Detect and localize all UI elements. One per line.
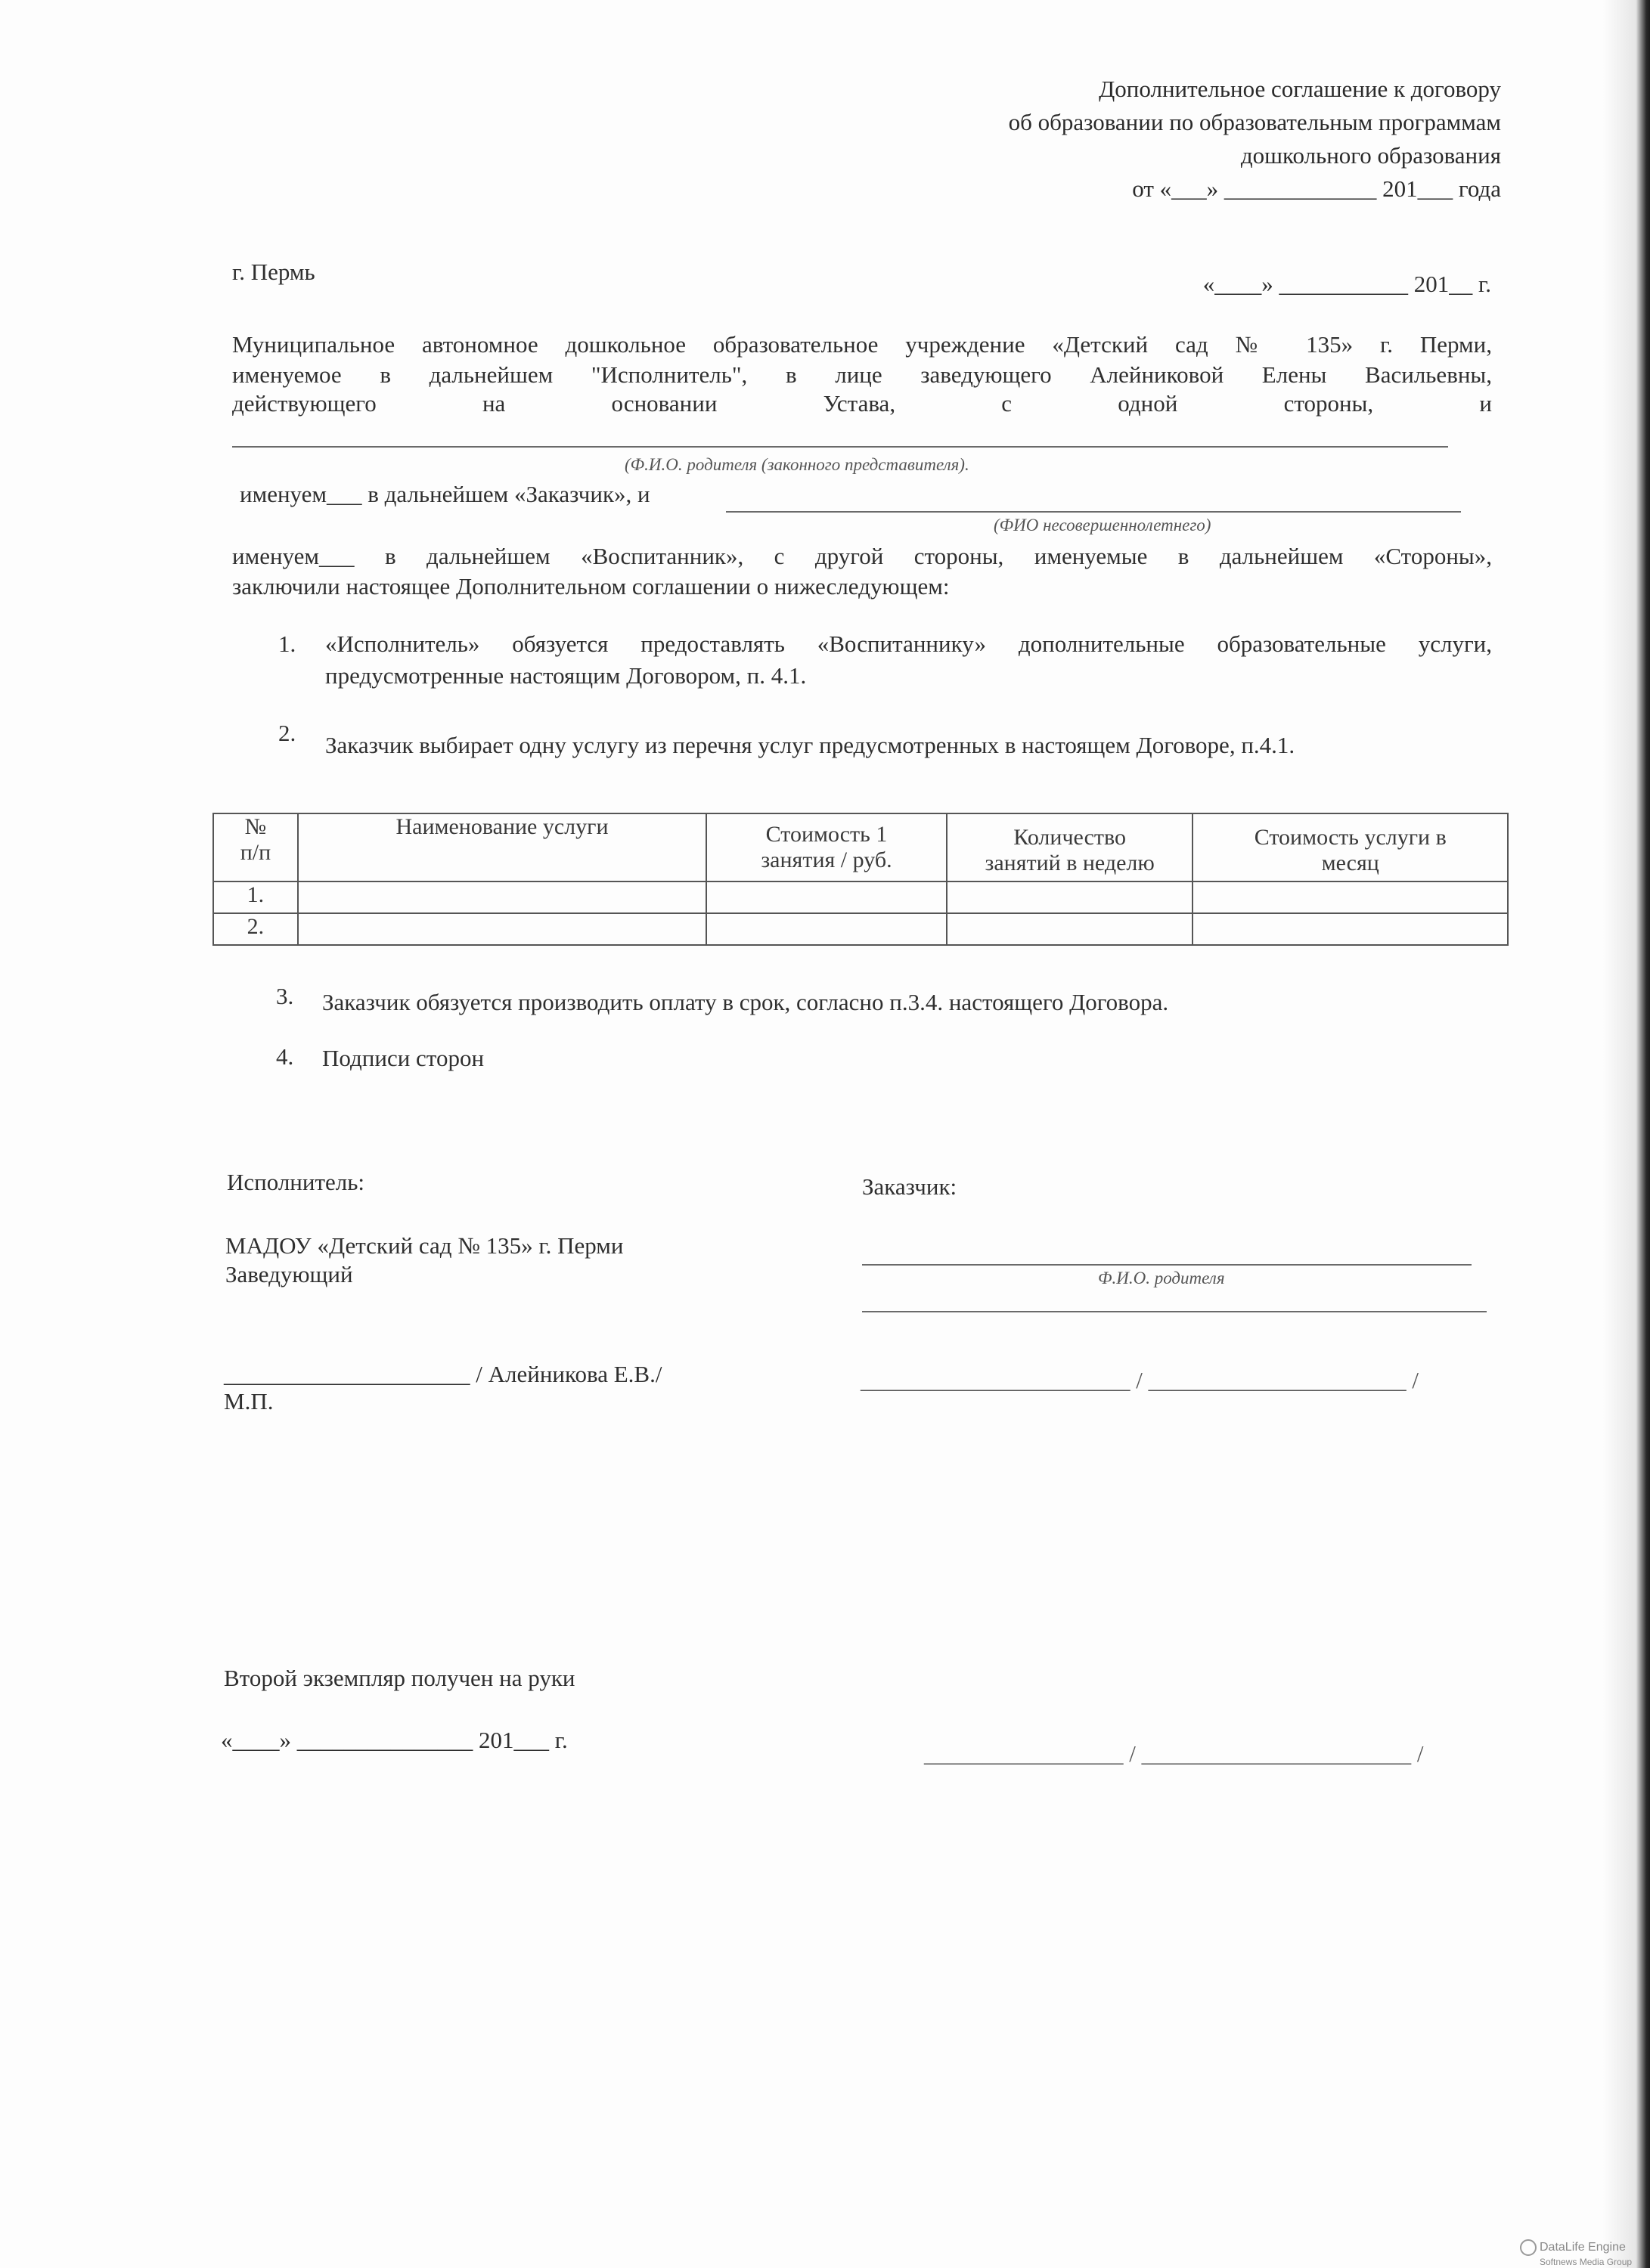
customer-name-line [862, 1264, 1472, 1266]
table-cell [1193, 913, 1508, 945]
item-1-line-1: «Исполнитель» обязуется предоставлять «Воспитаннику» дополнительные образовательные услуги, [325, 631, 1492, 657]
intro-line-3 [232, 389, 1492, 419]
table-cell [298, 881, 706, 913]
intro-line-1: Муниципальное автономное дошкольное образовательное учреждение «Детский сад № 135» г. Перми, [232, 331, 1492, 358]
scan-edge [1603, 0, 1650, 2268]
table-cell [947, 881, 1193, 913]
word: одной [1118, 390, 1178, 417]
row-number: 1. [213, 881, 298, 913]
second-copy-received: Второй экземпляр получен на руки [224, 1665, 575, 1691]
header-text: Наименование услуги [395, 814, 609, 839]
table-row [213, 913, 1508, 945]
header-text: месяц [1321, 850, 1379, 875]
watermark [1520, 2239, 1632, 2268]
word: действующего [232, 390, 377, 417]
table-header-cell [1193, 813, 1508, 881]
customer-label: Заказчик: [862, 1173, 957, 1200]
customer-caption: Ф.И.О. родителя [1098, 1269, 1225, 1287]
header-date: от «___» _____________ 201___ года [1132, 175, 1501, 202]
header-subtitle: об образовании по образовательным программам [1008, 109, 1501, 135]
contract-date: «____» ___________ 201__ г. [1202, 271, 1491, 297]
executor-signature: _____________________ / Алейникова Е.В./ [224, 1361, 662, 1387]
word: на [482, 390, 506, 417]
pupil-line: именуем___ в дальнейшем «Воспитанник», с другой стороны, именуемые в дальнейшем «Стороны», [232, 543, 1492, 569]
table-header-cell [213, 813, 298, 881]
header-text: занятия / руб. [761, 847, 892, 872]
agreed-line: заключили настоящее Дополнительном соглашении о нижеследующем: [232, 573, 950, 600]
watermark-title: DataLife Engine [1540, 2241, 1626, 2254]
word: основании [611, 390, 718, 417]
intro-line-2: именуемое в дальнейшем "Исполнитель", в лице заведующего Алейниковой Елены Васильевны, [232, 361, 1492, 388]
item-3-text: Заказчик обязуется производить оплату в срок, согласно п.3.4. настоящего Договора. [322, 989, 1169, 1015]
header-text: № [244, 814, 267, 839]
parent-caption: (Ф.И.О. родителя (законного представителя). [625, 455, 969, 474]
header-subtitle-2: дошкольного образования [1240, 142, 1501, 169]
customer-signature: _______________________ / ______________________ / [861, 1367, 1419, 1393]
table-header-cell [298, 813, 706, 881]
header-text: занятий в неделю [985, 850, 1155, 875]
item-4-text: Подписи сторон [322, 1045, 485, 1071]
watermark-subtitle: Softnews Media Group [1540, 2257, 1633, 2267]
header-text: Стоимость 1 [765, 822, 888, 847]
stamp-place: М.П. [224, 1388, 274, 1414]
header-text: Стоимость услуги в [1254, 825, 1447, 850]
place: г. Пермь [232, 259, 315, 285]
executor-org: МАДОУ «Детский сад № 135» г. Перми [225, 1232, 624, 1259]
table-header-cell [947, 813, 1193, 881]
header-text: п/п [240, 840, 271, 865]
word: и [1479, 390, 1492, 417]
table-cell [706, 913, 947, 945]
table-header-cell [706, 813, 947, 881]
row-number: 2. [213, 913, 298, 945]
word: Устава, [823, 390, 896, 417]
customer-extra-line [862, 1311, 1487, 1312]
item-number: 3. [276, 983, 294, 1009]
header-text: Количество [1013, 825, 1126, 850]
table-cell [298, 913, 706, 945]
parent-name-line [232, 446, 1448, 448]
received-signature: _________________ / _______________________ / [924, 1740, 1424, 1767]
table-cell [947, 913, 1193, 945]
child-caption: (ФИО несовершеннолетнего) [994, 516, 1211, 534]
word: с [1001, 390, 1013, 417]
child-name-line [726, 511, 1461, 513]
table-cell [1193, 881, 1508, 913]
executor-position: Заведующий [225, 1261, 353, 1287]
header-title: Дополнительное соглашение к договору [1099, 76, 1501, 102]
item-1-line-2: предусмотренные настоящим Договором, п. 4.1. [325, 662, 807, 689]
item-number: 2. [278, 720, 296, 746]
customer-line: именуем___ в дальнейшем «Заказчик», и [240, 481, 650, 507]
item-number: 1. [278, 631, 296, 657]
dle-logo-icon [1520, 2239, 1537, 2256]
table-cell [706, 881, 947, 913]
executor-label: Исполнитель: [227, 1169, 365, 1195]
item-2-text: Заказчик выбирает одну услугу из перечня услуг предусмотренных в настоящем Договоре, п.4.1. [325, 732, 1295, 758]
table-row [213, 881, 1508, 913]
received-date: «____» _______________ 201___ г. [221, 1727, 568, 1753]
services-table [212, 813, 1509, 946]
item-number: 4. [276, 1043, 294, 1070]
word: стороны, [1283, 390, 1374, 417]
table-header-row [213, 813, 1508, 881]
